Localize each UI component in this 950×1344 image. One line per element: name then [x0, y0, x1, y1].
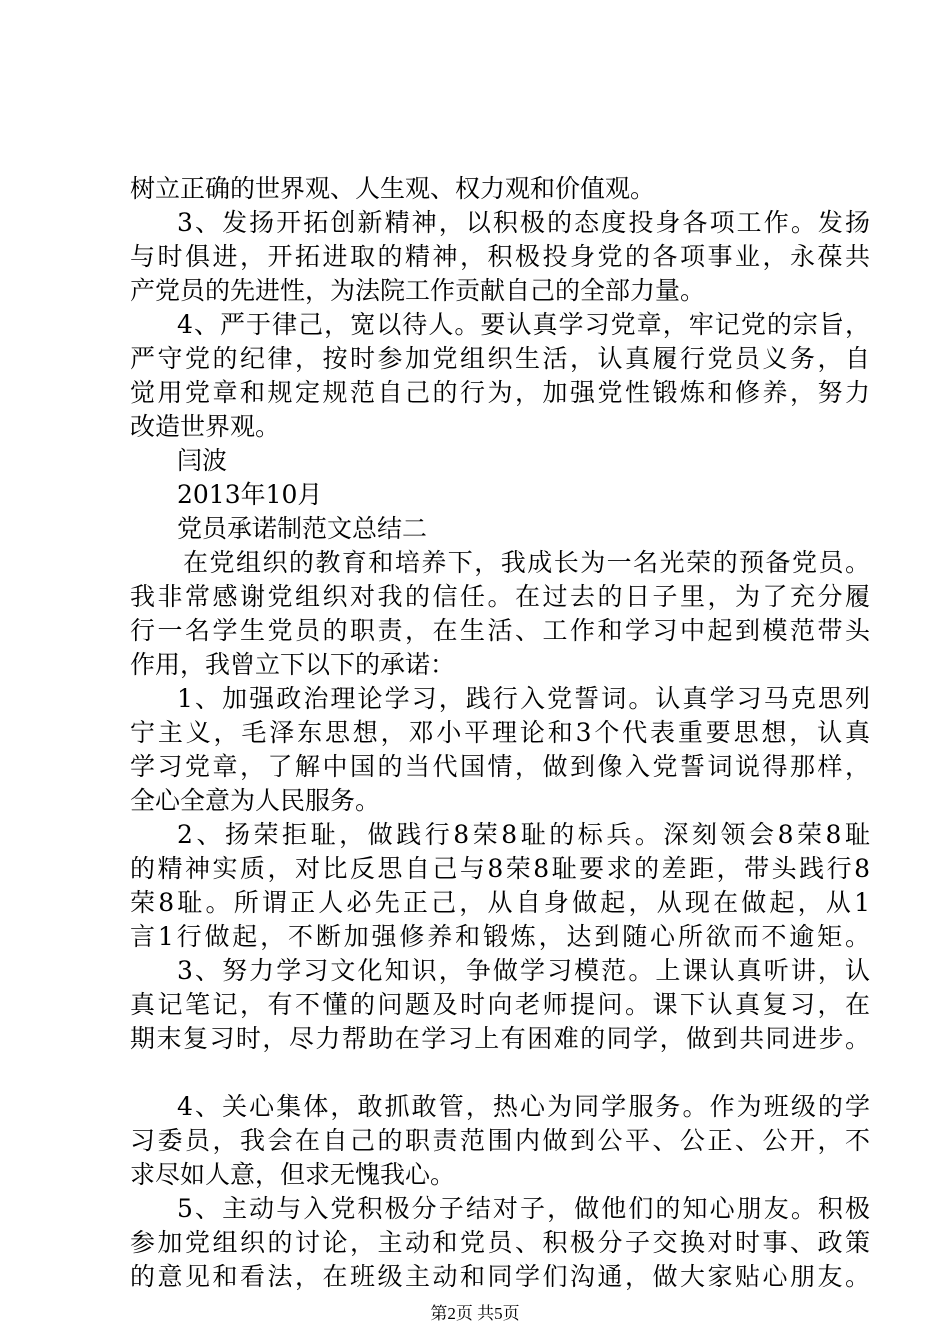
text-line: 树立正确的世界观、人生观、权力观和价值观。 [130, 174, 656, 203]
paragraph-start-line: 在党组织的教育和培养下，我成长为一名光荣的预备党员。 [183, 548, 870, 577]
paragraph-start-line: 4、严于律己，宽以待人。要认真学习党章，牢记党的宗旨， [177, 310, 870, 339]
paragraph-start-line: 4、关心集体，敢抓敢管，热心为同学服务。作为班级的学 [177, 1092, 870, 1121]
document-date: 2013年10月 [177, 480, 323, 509]
text-line: 作用，我曾立下以下的承诺： [130, 650, 456, 679]
paragraph-start-line: 3、发扬开拓创新精神，以积极的态度投身各项工作。发扬 [177, 208, 870, 237]
page-footer: 第2页 共5页 [430, 1304, 520, 1323]
text-line: 荣8耻。所谓正人必先正己，从自身做起，从现在做起，从1 [130, 888, 870, 917]
paragraph-start-line: 2、扬荣拒耻，做践行8荣8耻的标兵。深刻领会8荣8耻 [177, 820, 870, 849]
text-line: 与时俱进，开拓进取的精神，积极投身党的各项事业，永葆共 [130, 242, 870, 271]
paragraph-start-line: 3、努力学习文化知识，争做学习模范。上课认真听讲，认 [177, 956, 870, 985]
text-line: 真记笔记，有不懂的问题及时向老师提问。课下认真复习，在 [130, 990, 870, 1019]
text-line: 严守党的纪律，按时参加党组织生活，认真履行党员义务，自 [130, 344, 870, 373]
text-line: 的精神实质，对比反思自己与8荣8耻要求的差距，带头践行8 [130, 854, 870, 883]
text-line: 宁主义，毛泽东思想，邓小平理论和3个代表重要思想，认真 [130, 718, 870, 747]
text-line: 习委员，我会在自己的职责范围内做到公平、公正、公开，不 [130, 1126, 870, 1155]
text-line: 产党员的先进性，为法院工作贡献自己的全部力量。 [130, 276, 706, 305]
text-line: 全心全意为人民服务。 [130, 786, 381, 815]
text-line: 言1行做起，不断加强修养和锻炼，达到随心所欲而不逾矩。 [130, 922, 870, 951]
text-line: 改造世界观。 [130, 412, 281, 441]
paragraph-start-line: 5、主动与入党积极分子结对子，做他们的知心朋友。积极 [177, 1194, 870, 1223]
text-line: 行一名学生党员的职责，在生活、工作和学习中起到模范带头 [130, 616, 870, 645]
text-line: 学习党章，了解中国的当代国情，做到像入党誓词说得那样， [130, 752, 870, 781]
section-title: 党员承诺制范文总结二 [177, 514, 428, 543]
text-line: 我非常感谢党组织对我的信任。在过去的日子里，为了充分履 [130, 582, 870, 611]
author-name: 闫波 [177, 446, 228, 475]
text-line: 参加党组织的讨论，主动和党员、积极分子交换对时事、政策 [130, 1228, 870, 1257]
text-line: 求尽如人意，但求无愧我心。 [130, 1160, 456, 1189]
paragraph-start-line: 1、加强政治理论学习，践行入党誓词。认真学习马克思列 [177, 684, 870, 713]
text-line: 的意见和看法，在班级主动和同学们沟通，做大家贴心朋友。 [130, 1262, 870, 1291]
text-line: 觉用党章和规定规范自己的行为，加强党性锻炼和修养，努力 [130, 378, 870, 407]
text-line: 期末复习时，尽力帮助在学习上有困难的同学，做到共同进步。 [130, 1024, 870, 1053]
